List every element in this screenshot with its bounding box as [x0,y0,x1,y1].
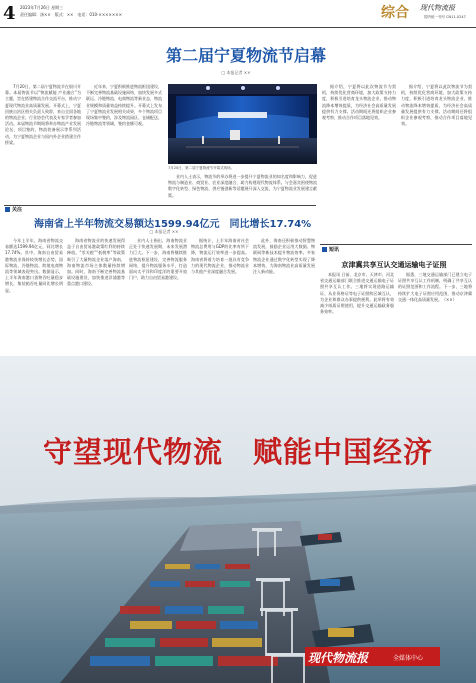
issue-date: 2023年7月26日 星期三 [20,5,64,10]
tag-marker-icon [5,207,10,212]
port-aerial-banner [0,356,476,683]
masthead-brand: 现代物流报 [420,4,455,12]
article2-headline: 海南省上半年物流交易额达1599.94亿元 同比增长17.74% [34,219,312,230]
page-header [0,0,476,28]
section-name: 综合 [381,5,409,21]
article1-headline: 第二届宁夏物流节启幕 [165,46,326,65]
article2-col1-text: 今年上半年，海南省物流交易额达1599.94亿元，同比增长17.74%。其中，海南自由贸易港物流业保持较快增长态势，国际物流、冷链物流、跨境电商物流等领域表现突出。数据显示，上半年海南港口货物吞吐量稳步增长，集装箱吞吐量同比增长明显。 [5,238,63,293]
port-aerial-image [0,356,476,683]
article3-headline: 京津冀共享互认交通运输电子证照 [341,261,447,269]
article1-col2-text: 近年来，宁夏积极推进物流枢纽建设，不断完善物流基础设施网络，加快发展多式联运、冷链物流、电商物流等新业态，物流业规模和质量效益持续提升。开幕式上发布了宁夏物流业发展相关成果，多个物流项目现场集中签约，涉及物流园区、仓储配送、冷链物流等领域，签约金额可观。 [86,84,162,127]
article3-tag [322,246,339,253]
article1-col4-text: 据介绍，宁夏将以此次物流节为契机，持续优化营商环境，加大政策支持力度，积极引进培育龙头物流企业，推动物流降本增效提质，为经济社会高质量发展提供有力支撑。活动期间还将组织企业参观考察，推动合作项目落地见效。 [322,84,396,121]
article3-col1 [320,272,394,352]
article2-col4-text: 据统计，上半年海南省社会物流总费用与GDP的比率有所下降，物流运行效率进一步提高。海南省将着力培育一批具有竞争力的现代物流企业，推动物流业与其他产业深度融合发展。 [191,238,249,275]
article1-col1 [5,84,81,202]
article2-col1 [5,238,63,352]
article2-tag [5,206,22,213]
tag-marker-icon [322,247,327,252]
article3-col1-text: 本报讯 日前，北京市、天津市、河北省交通运输部门联合推进交通运输电子证照共享互认工作。三地将实现道路运输证、从业资格证等电子证照跨区域互认，为企业和群众办事提供便利。此举将有效减少纸质证照使用，提升交通运输政务服务效率。 [320,272,394,315]
article2-col2-text: 海南省物流业的快速发展得益于自由贸易港政策红利的持续释放。“零关税”“低税率”等政策吸引了大量物流企业落户海南，海南物流市场主体数量持续增加。同时，海南不断完善物流基础设施建设，加快推进洋浦港等重点港口建设。 [67,238,125,287]
article1-col3 [168,174,317,202]
article1-col1-text: 7月20日，第二届宁夏物流节在银川开幕。本届物流节以“物流赋能 产业融合”为主题，旨在搭建物流合作交流平台，推动宁夏现代物流业高质量发展。开幕式上，宁夏回族自治区相关负责人致辞，来自全国各地的物流企业、行业协会代表及专家学者参加活动。本届物流节期间将举办物流产业发展论坛、项目签约、物流装备展示等系列活动，为宁夏物流企业与国内外企业搭建合作桥梁。 [5,84,81,145]
editor-line: 责任编辑：汤×× 版式：×× 电话：010-××××××× [20,12,122,17]
page-number: 4 [3,3,16,24]
article2-byline: □ 本报记者 ×× [149,229,179,234]
article1-col2 [86,84,162,202]
article2-top-rule [4,205,316,206]
masthead-sub: 国内统一刊号 CN11-0247 [424,15,466,19]
newspaper-logo-sub: 全媒体中心 [393,655,424,662]
conference-photo [168,84,317,164]
article2-col3 [129,238,187,352]
banner-title: 守望现代物流 赋能中国经济 [42,435,433,469]
article2-col4 [191,238,249,352]
right-column-text-body: 据介绍，宁夏将以此次物流节为契机，持续优化营商环境，加大政策支持力度，积极引进培育龙头物流企业，推动物流降本增效提质，为经济社会高质量发展提供有力支撑。活动期间还将组织企业参观考察，推动合作项目落地见效。 [401,84,472,127]
article3-top-rule [320,244,472,245]
article3-col2 [398,272,472,352]
article1-col3-text: 业内人士表示，物流节的举办将进一步提升宁夏物流业的知名度和影响力，促进物流与制造业、商贸业、农业深度融合，助力构建现代物流体系。与会嘉宾围绕物流数字化转型、绿色物流、供应链创新等话题展开深入交流，为宁夏物流业发展建言献策。 [168,174,317,198]
right-column-text [401,84,472,234]
header-rule [0,27,476,28]
article3-tag-label: 短讯 [329,247,340,253]
article2-col5 [253,238,315,352]
article1-byline: □ 本报记者 ×× [221,70,251,75]
article1-col4 [322,84,396,202]
article2-col2 [67,238,125,352]
article2-col5-text: 此外，海南还积极推动智慧物流发展，鼓励企业运用大数据、物联网等新技术提升物流效率。多家物流企业通过数字化转型实现了降本增效，为海南物流业高质量发展注入新动能。 [253,238,315,275]
conference-photo-caption: 7月20日，第二届宁夏物流节开幕式现场。 [168,166,235,170]
conference-photo-image [168,84,317,164]
article2-col3-text: 业内人士指出，海南物流业正处于快速发展期，未来发展潜力巨大。下一步，海南将继续推进物流枢纽建设，完善物流服务网络，提升物流服务水平，打造面向太平洋和印度洋的重要开放门户，助力自由贸易港建设。 [129,238,187,281]
newspaper-logo: 现代物流报 [308,651,369,665]
article3-col2-text: 据悉，三地交通运输部门已建立电子证照共享互认工作机制，明确了共享互认的证照范围和工作流程。下一步，三地将持续扩大电子证照应用范围，推动京津冀交通一体化高质量发展。（××） [398,272,472,302]
article2-tag-label: 关注 [12,207,23,213]
